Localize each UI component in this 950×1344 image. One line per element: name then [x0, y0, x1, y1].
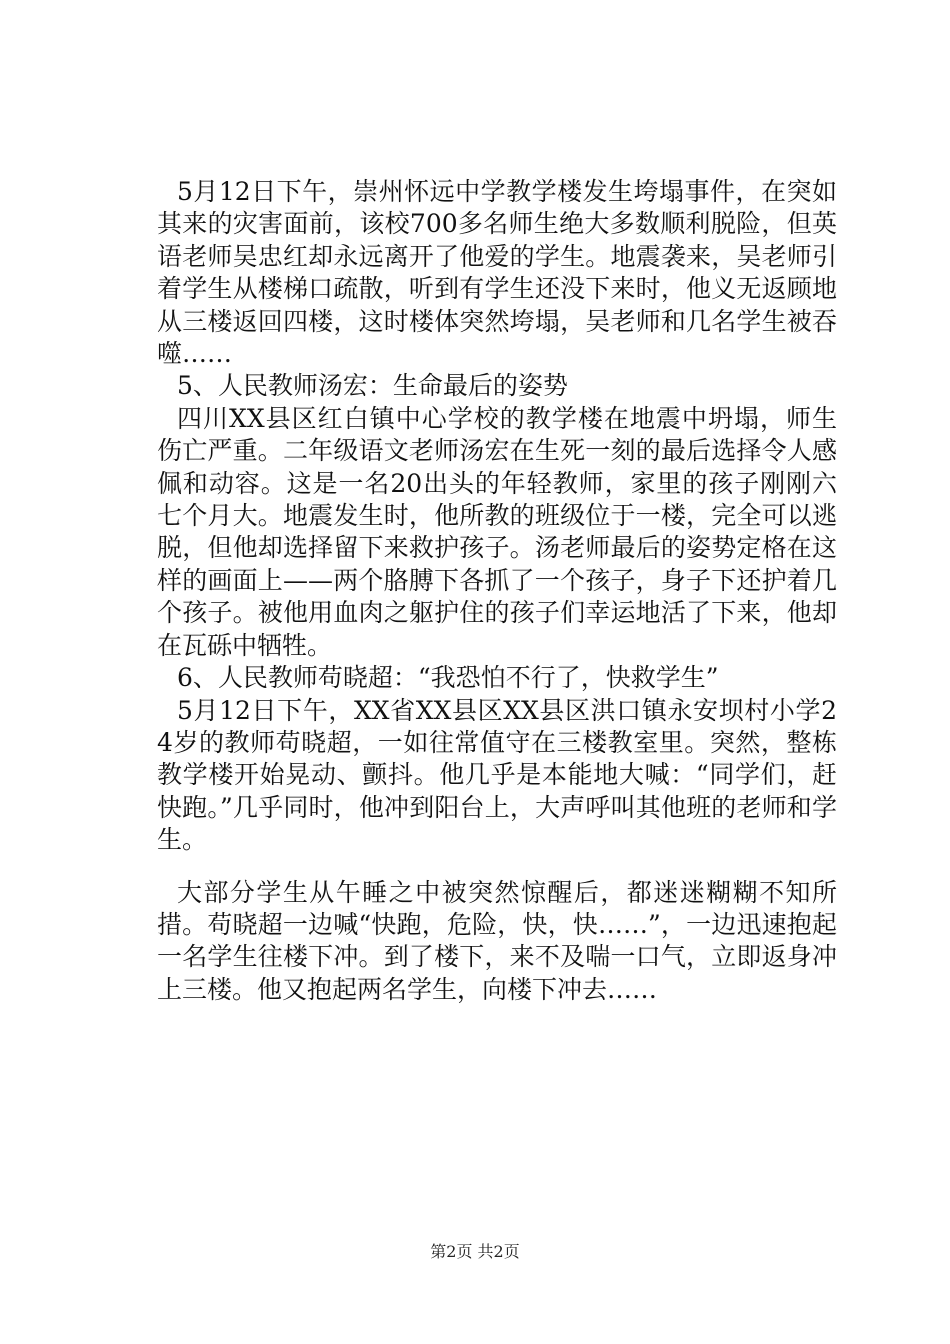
section-heading-gou-xiaochao: 6、人民教师苟晓超：“我恐怕不行了，快救学生” [177, 663, 719, 693]
paragraph-wu-zhonghong: 5月12日下午，崇州怀远中学教学楼发生垮塌事件，在突如其来的灾害面前，该校700多名师生绝大多数顺利脱险，但英语老师吴忠红却永远离开了他爱的学生。地震袭来，吴老师引着学生从楼梯口疏散，听到有学生还没下来时，他义无返顾地从三楼返回四楼，这时楼体突然垮塌，吴老师和几名学生被吞噬…… [157, 177, 837, 369]
paragraph-tang-hong: 四川XX县区红白镇中心学校的教学楼在地震中坍塌，师生伤亡严重。二年级语文老师汤宏在生死一刻的最后选择令人感佩和动容。这是一名20出头的年轻教师，家里的孩子刚刚六七个月大。地震发生时，他所教的班级位于一楼，完全可以逃脱，但他却选择留下来救护孩子。汤老师最后的姿势定格在这样的画面上——两个胳膊下各抓了一个孩子，身子下还护着几个孩子。被他用血肉之躯护住的孩子们幸运地活了下来，他却在瓦砾中牺牲。 [157, 403, 837, 660]
paragraph-gou-xiaochao-2: 大部分学生从午睡之中被突然惊醒后，都迷迷糊糊不知所措。苟晓超一边喊“快跑，危险，快，快……”，一边迅速抱起一名学生往楼下冲。到了楼下，来不及喘一口气，立即返身冲上三楼。他又抱起两名学生，向楼下冲去…… [157, 877, 837, 1004]
page-footer: 第2页 共2页 [430, 1242, 520, 1261]
section-heading-tang-hong: 5、人民教师汤宏：生命最后的姿势 [177, 371, 568, 401]
paragraph-gou-xiaochao-1: 5月12日下午，XX省XX县区XX县区洪口镇永安坝村小学24岁的教师苟晓超，一如往常值守在三楼教室里。突然，整栋教学楼开始晃动、颤抖。他几乎是本能地大喊：“同学们，赶快跑。”几乎同时，他冲到阳台上，大声呼叫其他班的老师和学生。 [157, 695, 837, 855]
document-body [157, 176, 837, 1006]
